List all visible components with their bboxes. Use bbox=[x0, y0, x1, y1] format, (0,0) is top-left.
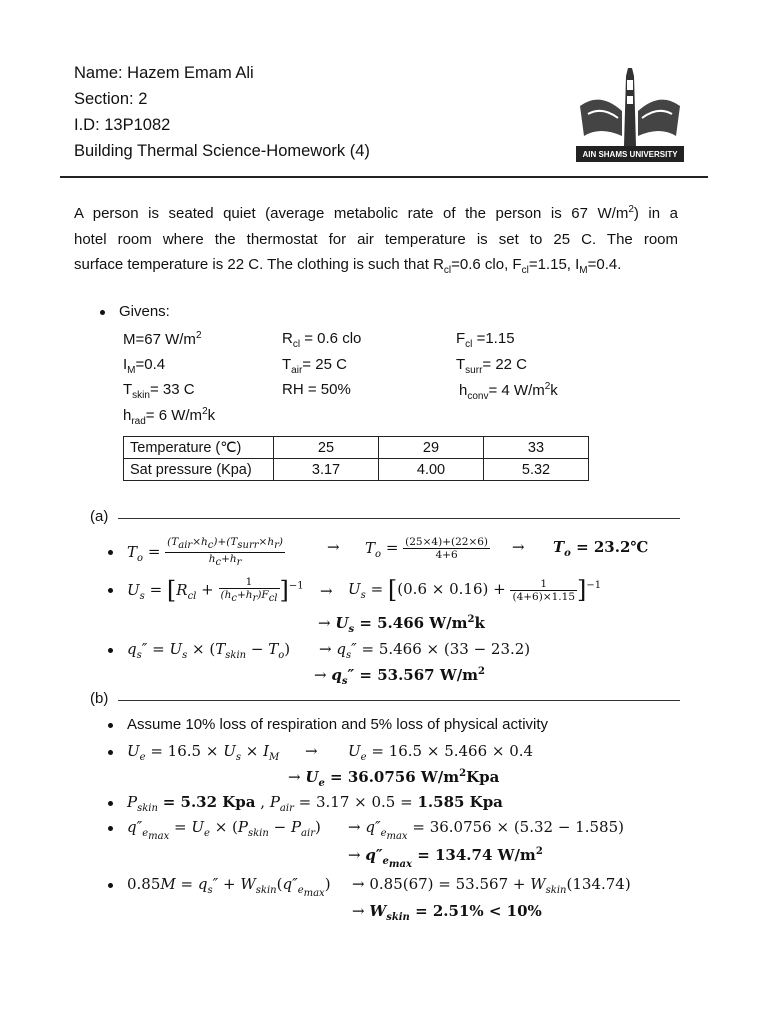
given-fcl: $F_{cl} =1.15$ bbox=[456, 330, 515, 350]
arrow-icon: → bbox=[320, 582, 333, 600]
to-result: $T_o$ = 23.2℃ bbox=[553, 538, 649, 559]
qe-equation: $q''_{e_{max}} = U_e \times (P_{skin} - P_{air})$ bbox=[108, 818, 321, 842]
part-b-label: (b) bbox=[90, 690, 109, 707]
qe-substitution: → $q''_{e_{max}} = 36.0756 \times (5.32 - 1.585)$ bbox=[348, 818, 624, 842]
student-id: I.D: 13P1082 bbox=[74, 116, 171, 134]
given-tair: $T_{air}= 25$ C bbox=[282, 356, 347, 376]
given-rcl: $R_{cl} = 0.6$ clo bbox=[282, 330, 362, 350]
qe-result-line: → $q''_{e_{max}} = 134.74$ $W/m^2$ bbox=[348, 846, 543, 870]
given-hconv: $h_{conv}= 4$ $W/m^2k$ bbox=[459, 381, 558, 402]
given-im: $I_M=0.4$ bbox=[123, 356, 166, 376]
arrow-icon: → bbox=[327, 538, 340, 556]
wskin-substitution: → $0.85(67) = 53.567 + W_{skin}(134.74)$ bbox=[352, 875, 631, 896]
ue-equation: $U_e = 16.5 \times U_s \times I_M$ bbox=[108, 742, 279, 763]
homework-title: Building Thermal Science-Homework (4) bbox=[74, 142, 370, 160]
table-cell: 5.32 bbox=[484, 459, 589, 481]
us-equation: $U_s = [R_{cl}$ + $\frac{1}{(h_c+h_r)F_{cl}}$ ]$^{-1}$ bbox=[108, 576, 304, 605]
wskin-result-line: → $W_{skin} = 2.51\% < 10\%$ bbox=[352, 902, 542, 923]
qs-substitution: → $q_s'' = 5.466 \times (33 - 23.2)$ bbox=[319, 640, 531, 661]
student-section: Section: 2 bbox=[74, 90, 148, 108]
table-row bbox=[124, 459, 589, 481]
arrow-icon: → bbox=[512, 538, 525, 556]
us-result-line: → $U_s = 5.466$ $W/m^2k$ bbox=[318, 614, 485, 635]
given-tsurr: $T_{surr}= 22$ C bbox=[456, 356, 528, 376]
student-name: Name: Hazem Emam Ali bbox=[74, 64, 254, 82]
table-cell: 33 bbox=[484, 437, 589, 459]
part-a-divider bbox=[118, 518, 680, 519]
ue-substitution: $U_e = 16.5 \times 5.466 \times 0.4$ bbox=[348, 742, 534, 763]
givens-heading: Givens: bbox=[100, 303, 170, 320]
part-b-divider bbox=[118, 700, 680, 701]
table-cell: Temperature (℃) bbox=[124, 437, 274, 459]
table-cell: 29 bbox=[379, 437, 484, 459]
wskin-equation: $0.85M = q_s'' + W_{skin}(q''_{e_{max}})$ bbox=[108, 875, 331, 899]
given-m: M=67 $W/m^2$ bbox=[123, 330, 202, 348]
student-info bbox=[74, 60, 370, 164]
given-hrad: $h_{rad}= 6$ $W/m^2k$ bbox=[123, 406, 216, 427]
part-a-label: (a) bbox=[90, 508, 109, 525]
table-cell: 4.00 bbox=[379, 459, 484, 481]
assumption-text: Assume 10% loss of respiration and 5% loss of physical activity bbox=[108, 716, 548, 733]
table-cell: Sat pressure (Kpa) bbox=[124, 459, 274, 481]
ue-result-line: → $U_e = 36.0756$ $W/m^2Kpa$ bbox=[288, 768, 500, 789]
qs-equation: $q_s'' = U_s \times (T_{skin} - T_o)$ bbox=[108, 640, 290, 661]
table-row bbox=[124, 437, 589, 459]
us-substitution: $U_s = [(0.6 \times 0.16)$ + $\frac{1}{(4+6)\times 1.15}$ ]$^{-1}$ bbox=[348, 576, 602, 604]
given-tskin: $T_{skin}= 33$ C bbox=[123, 381, 195, 401]
university-logo-icon bbox=[570, 66, 690, 166]
svg-text:AIN SHAMS UNIVERSITY: AIN SHAMS UNIVERSITY bbox=[582, 150, 678, 159]
table-cell: 3.17 bbox=[274, 459, 379, 481]
arrow-icon: → bbox=[305, 742, 318, 760]
qs-result-line: → $q_s'' = 53.567$ $W/m^2$ bbox=[314, 666, 486, 687]
given-rh: RH = 50% bbox=[282, 381, 351, 398]
problem-statement: A person is seated quiet (average metabolic rate of the person is 67 $W/m^2$) in a hotel room where the thermostat for air temperature is set to 25 C. The room surface temperature is 22 C. The clothing is such that $R_{cl}=0.6$ clo, $F_{cl}=1.15$, $I_M=0.4$. bbox=[74, 204, 678, 276]
to-equation: $T_o$ = $\frac{(T_{air}\times h_c)+(T_{surr}\times h_r)}{h_c+h_r}$ bbox=[108, 536, 285, 569]
table-cell: 25 bbox=[274, 437, 379, 459]
header-divider bbox=[60, 176, 708, 178]
pressure-equation: $P_{skin} = 5.32$ Kpa , $P_{air} = 3.17 \times 0.5 = 1.585$ Kpa bbox=[108, 793, 503, 814]
to-substitution: $T_o$ = $\frac{(25\times 4)+(22\times 6)}{4+6}$ bbox=[365, 536, 489, 561]
saturation-pressure-table bbox=[123, 436, 589, 481]
